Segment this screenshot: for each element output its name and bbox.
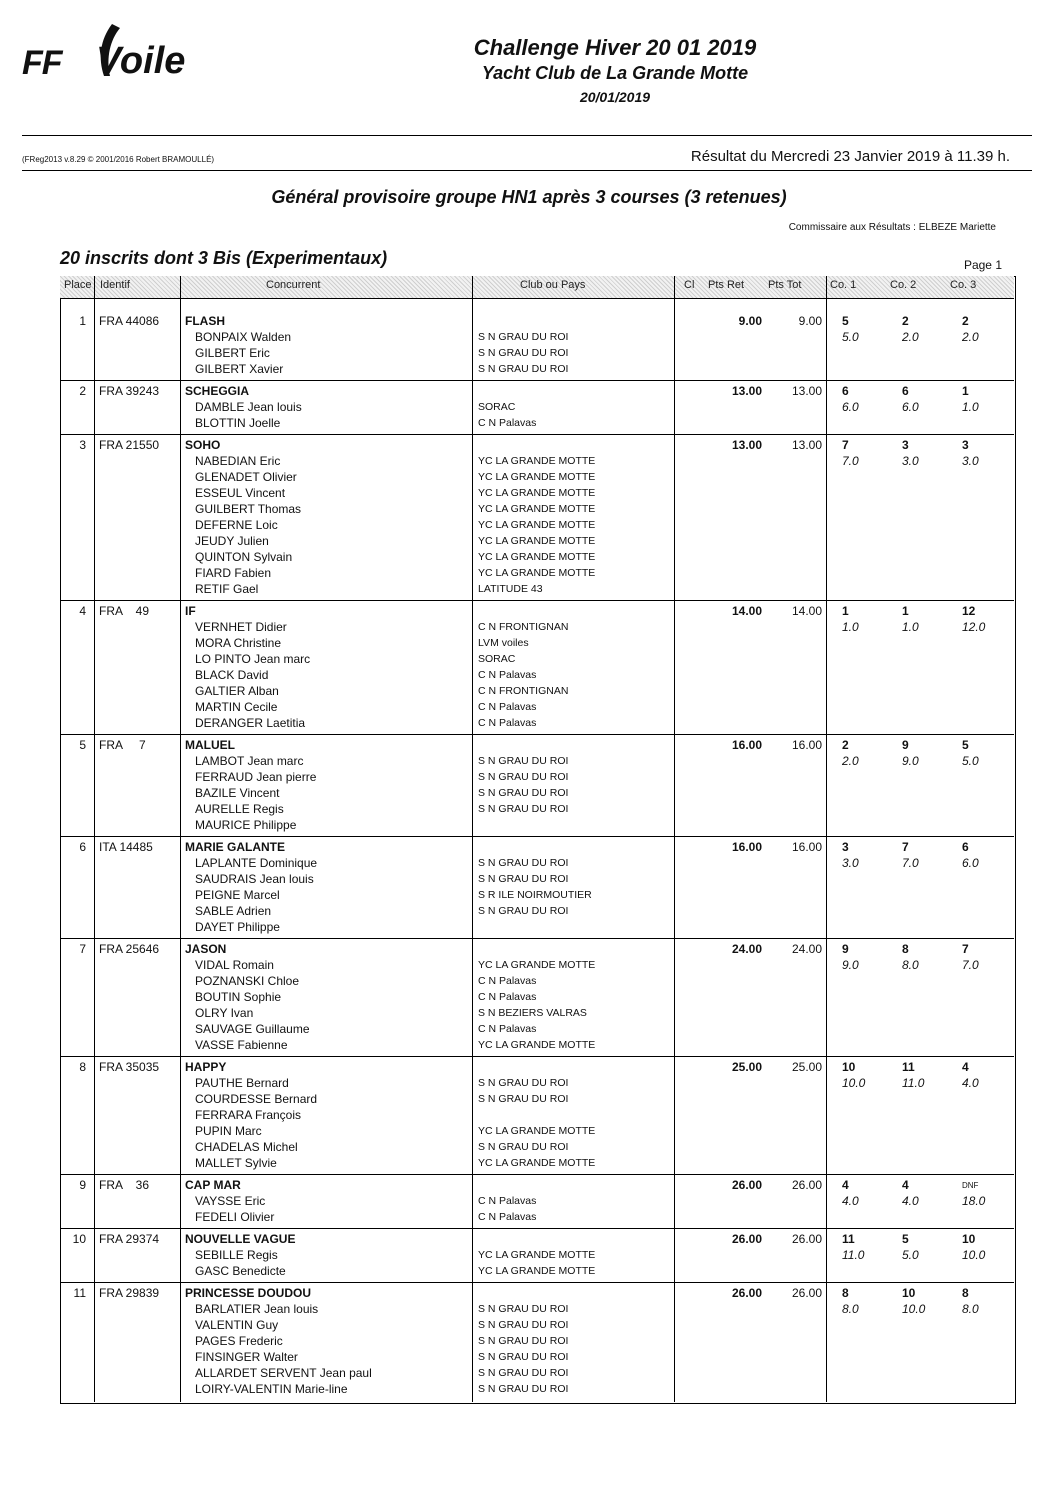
place: 5 <box>79 738 86 752</box>
crew-name: FIARD Fabien <box>195 566 272 580</box>
boat-name: MALUEL <box>185 738 235 752</box>
crew-name: FERRARA François <box>195 1108 302 1122</box>
race-points: 5.0 <box>902 1248 919 1262</box>
crew-club: S N GRAU DU ROI <box>478 1303 569 1315</box>
crew-name: BLOTTIN Joelle <box>195 416 281 430</box>
race-points: 10.0 <box>842 1076 866 1090</box>
entrants-summary: 20 inscrits dont 3 Bis (Experimentaux) <box>60 248 388 268</box>
race-points: 2.0 <box>842 754 859 768</box>
crew-name: GUILBERT Thomas <box>195 502 302 516</box>
race-points: 1.0 <box>962 400 979 414</box>
col-co3: Co. 3 <box>950 279 977 291</box>
crew-club: C N Palavas <box>478 669 537 681</box>
race-points: 3.0 <box>962 454 979 468</box>
race-points: 11.0 <box>842 1248 865 1262</box>
place: 6 <box>79 840 86 854</box>
result-timestamp: Résultat du Mercredi 23 Janvier 2019 à 11.39 h. <box>690 148 1010 165</box>
crew-name: DAYET Philippe <box>195 920 280 934</box>
boat-name: IF <box>185 604 196 618</box>
race-rank: 2 <box>842 738 849 752</box>
boat-name: JASON <box>185 942 227 956</box>
table-header <box>60 276 1014 299</box>
race-points: 8.0 <box>842 1302 859 1316</box>
boat-name: MARIE GALANTE <box>185 840 285 854</box>
race-rank: 1 <box>902 604 909 618</box>
boat-name: SOHO <box>185 438 221 452</box>
sail-number: FRA 25646 <box>99 942 160 956</box>
sail-number: FRA 29374 <box>99 1232 160 1246</box>
commissaire-line: Commissaire aux Résultats : ELBEZE Mariette <box>788 222 996 233</box>
crew-name: BAZILE Vincent <box>195 786 280 800</box>
crew-name: FINSINGER Walter <box>195 1350 298 1364</box>
row-separator <box>60 938 1014 939</box>
race-points: 12.0 <box>962 620 986 634</box>
crew-club: LATITUDE 43 <box>478 583 543 595</box>
crew-club: C N Palavas <box>478 701 537 713</box>
crew-name: NABEDIAN Eric <box>195 454 281 468</box>
crew-club: S N BEZIERS VALRAS <box>478 1007 587 1019</box>
boat-name: HAPPY <box>185 1060 227 1074</box>
crew-name: MALLET Sylvie <box>195 1156 277 1170</box>
sail-number: FRA 39243 <box>99 384 160 398</box>
race-points: 8.0 <box>902 958 919 972</box>
crew-club: S R ILE NOIRMOUTIER <box>478 889 592 901</box>
crew-name: SEBILLE Regis <box>195 1248 278 1262</box>
crew-club: S N GRAU DU ROI <box>478 1077 569 1089</box>
crew-club: C N Palavas <box>478 1211 537 1223</box>
crew-name: GILBERT Xavier <box>195 362 284 376</box>
race-points: 7.0 <box>842 454 859 468</box>
place: 4 <box>79 604 86 618</box>
race-points: 5.0 <box>962 754 979 768</box>
crew-club: LVM voiles <box>478 637 529 649</box>
crew-club: S N GRAU DU ROI <box>478 1367 569 1379</box>
crew-name: GASC Benedicte <box>195 1264 286 1278</box>
race-points: 7.0 <box>902 856 919 870</box>
row-separator <box>60 1282 1014 1283</box>
sail-number: FRA 49 <box>99 604 150 618</box>
boat-name: SCHEGGIA <box>185 384 250 398</box>
crew-name: ESSEUL Vincent <box>195 486 286 500</box>
points-total: 26.00 <box>791 1286 822 1300</box>
place: 8 <box>79 1060 86 1074</box>
race-rank: 4 <box>902 1178 909 1192</box>
race-points: 9.0 <box>902 754 919 768</box>
crew-name: BARLATIER Jean louis <box>195 1302 319 1316</box>
crew-club: YC LA GRANDE MOTTE <box>478 519 596 531</box>
race-rank: 4 <box>962 1060 969 1074</box>
points-retained: 13.00 <box>731 438 762 452</box>
crew-name: QUINTON Sylvain <box>195 550 293 564</box>
race-rank: 3 <box>842 840 849 854</box>
race-rank: 7 <box>842 438 849 452</box>
sail-number: FRA 35035 <box>99 1060 160 1074</box>
col-club: Club ou Pays <box>520 279 586 291</box>
sail-number: FRA 44086 <box>99 314 160 328</box>
race-points: 4.0 <box>842 1194 859 1208</box>
crew-name: VIDAL Romain <box>195 958 274 972</box>
crew-name: MAURICE Philippe <box>195 818 297 832</box>
row-separator <box>60 1174 1014 1175</box>
place: 7 <box>79 942 86 956</box>
race-rank: 7 <box>962 942 969 956</box>
crew-club: S N GRAU DU ROI <box>478 1351 569 1363</box>
crew-club: S N GRAU DU ROI <box>478 1093 569 1105</box>
race-rank: 9 <box>902 738 909 752</box>
row-separator <box>60 836 1014 837</box>
place: 9 <box>79 1178 86 1192</box>
points-retained: 13.00 <box>731 384 762 398</box>
crew-club: YC LA GRANDE MOTTE <box>478 1039 596 1051</box>
crew-club: SORAC <box>478 401 516 413</box>
crew-club: YC LA GRANDE MOTTE <box>478 471 596 483</box>
crew-club: C N FRONTIGNAN <box>478 685 569 697</box>
race-points: 6.0 <box>962 856 979 870</box>
points-retained: 26.00 <box>731 1286 762 1300</box>
race-rank: 6 <box>902 384 909 398</box>
crew-club: YC LA GRANDE MOTTE <box>478 1157 596 1169</box>
crew-club: YC LA GRANDE MOTTE <box>478 551 596 563</box>
col-place: Place <box>64 279 92 291</box>
row-separator <box>60 1056 1014 1057</box>
crew-name: GILBERT Eric <box>195 346 270 360</box>
crew-club: S N GRAU DU ROI <box>478 363 569 375</box>
group-title: Général provisoire groupe HN1 après 3 courses (3 retenues) <box>271 187 787 207</box>
crew-club: YC LA GRANDE MOTTE <box>478 535 596 547</box>
points-retained: 9.00 <box>738 314 762 328</box>
crew-club: S N GRAU DU ROI <box>478 787 569 799</box>
crew-club: YC LA GRANDE MOTTE <box>478 1125 596 1137</box>
crew-club: S N GRAU DU ROI <box>478 771 569 783</box>
race-rank: 10 <box>842 1060 856 1074</box>
race-rank: 12 <box>962 604 976 618</box>
crew-name: FERRAUD Jean pierre <box>195 770 317 784</box>
divider <box>22 135 1032 136</box>
race-rank: 3 <box>902 438 909 452</box>
boat-name: PRINCESSE DOUDOU <box>185 1286 312 1300</box>
col-pts-tot: Pts Tot <box>768 279 802 291</box>
race-rank: 2 <box>962 314 969 328</box>
race-points: 10.0 <box>962 1248 986 1262</box>
race-points: 1.0 <box>902 620 919 634</box>
place: 11 <box>73 1286 86 1300</box>
points-total: 16.00 <box>791 738 822 752</box>
race-points: 3.0 <box>842 856 859 870</box>
crew-club: S N GRAU DU ROI <box>478 755 569 767</box>
crew-name: DEFERNE Loic <box>195 518 278 532</box>
crew-club: S N GRAU DU ROI <box>478 1335 569 1347</box>
points-total: 13.00 <box>791 384 822 398</box>
crew-name: LO PINTO Jean marc <box>195 652 311 666</box>
race-points: 5.0 <box>842 330 859 344</box>
crew-club: S N GRAU DU ROI <box>478 331 569 343</box>
race-rank: 8 <box>962 1286 969 1300</box>
crew-club: YC LA GRANDE MOTTE <box>478 487 596 499</box>
crew-name: OLRY Ivan <box>195 1006 254 1020</box>
points-total: 25.00 <box>791 1060 822 1074</box>
points-total: 16.00 <box>791 840 822 854</box>
crew-club: S N GRAU DU ROI <box>478 905 569 917</box>
regatta-date: 20/01/2019 <box>579 89 651 105</box>
points-retained: 26.00 <box>731 1178 762 1192</box>
race-rank: 10 <box>962 1232 976 1246</box>
race-points: 8.0 <box>962 1302 979 1316</box>
sail-number: FRA 21550 <box>99 438 160 452</box>
crew-name: ALLARDET SERVENT Jean paul <box>195 1366 372 1380</box>
crew-name: VAYSSE Eric <box>195 1194 266 1208</box>
crew-club: SORAC <box>478 653 516 665</box>
crew-name: PEIGNE Marcel <box>195 888 280 902</box>
race-rank: DNF <box>962 1181 979 1190</box>
place: 2 <box>79 384 86 398</box>
crew-club: YC LA GRANDE MOTTE <box>478 503 596 515</box>
divider <box>22 170 1032 171</box>
sail-number: FRA 36 <box>99 1178 150 1192</box>
crew-club: YC LA GRANDE MOTTE <box>478 1249 596 1261</box>
crew-name: VALENTIN Guy <box>195 1318 279 1332</box>
col-pts-ret: Pts Ret <box>708 279 745 291</box>
col-co1: Co. 1 <box>830 279 857 291</box>
crew-name: VASSE Fabienne <box>195 1038 288 1052</box>
crew-club: S N GRAU DU ROI <box>478 1141 569 1153</box>
crew-club: S N GRAU DU ROI <box>478 857 569 869</box>
race-rank: 9 <box>842 942 849 956</box>
race-rank: 11 <box>842 1232 855 1246</box>
race-rank: 4 <box>842 1178 849 1192</box>
points-retained: 26.00 <box>731 1232 762 1246</box>
race-rank: 5 <box>902 1232 909 1246</box>
place: 1 <box>79 314 86 328</box>
crew-club: YC LA GRANDE MOTTE <box>478 455 596 467</box>
row-separator <box>60 600 1014 601</box>
race-points: 18.0 <box>962 1194 986 1208</box>
race-points: 6.0 <box>842 400 859 414</box>
race-rank: 11 <box>902 1060 915 1074</box>
points-retained: 14.00 <box>731 604 762 618</box>
points-total: 14.00 <box>791 604 822 618</box>
race-rank: 7 <box>902 840 909 854</box>
points-retained: 16.00 <box>731 840 762 854</box>
crew-name: BOUTIN Sophie <box>195 990 282 1004</box>
points-total: 26.00 <box>791 1178 822 1192</box>
points-total: 24.00 <box>791 942 822 956</box>
crew-name: LAPLANTE Dominique <box>195 856 318 870</box>
crew-club: C N Palavas <box>478 1195 537 1207</box>
race-points: 1.0 <box>842 620 859 634</box>
crew-club: YC LA GRANDE MOTTE <box>478 1265 596 1277</box>
points-total: 26.00 <box>791 1232 822 1246</box>
crew-name: PUPIN Marc <box>195 1124 262 1138</box>
race-rank: 10 <box>902 1286 916 1300</box>
points-retained: 24.00 <box>731 942 762 956</box>
race-points: 2.0 <box>902 330 919 344</box>
crew-name: RETIF Gael <box>195 582 259 596</box>
race-points: 3.0 <box>902 454 919 468</box>
crew-club: C N Palavas <box>478 1023 537 1035</box>
crew-name: BONPAIX Walden <box>195 330 292 344</box>
sail-number: ITA 14485 <box>99 840 153 854</box>
crew-name: DAMBLE Jean louis <box>195 400 302 414</box>
crew-name: PAUTHE Bernard <box>195 1076 289 1090</box>
race-rank: 5 <box>842 314 849 328</box>
regatta-title: Challenge Hiver 20 01 2019 <box>473 35 757 60</box>
col-co2: Co. 2 <box>890 279 917 291</box>
crew-name: JEUDY Julien <box>195 534 269 548</box>
crew-name: BLACK David <box>195 668 269 682</box>
club-name: Yacht Club de La Grande Motte <box>481 63 749 83</box>
points-total: 13.00 <box>791 438 822 452</box>
crew-name: LOIRY-VALENTIN Marie-line <box>195 1382 348 1396</box>
points-total: 9.00 <box>798 314 822 328</box>
crew-name: PAGES Frederic <box>195 1334 283 1348</box>
crew-club: S N GRAU DU ROI <box>478 347 569 359</box>
points-retained: 16.00 <box>731 738 762 752</box>
place: 10 <box>72 1232 86 1246</box>
crew-name: AURELLE Regis <box>195 802 284 816</box>
crew-club: YC LA GRANDE MOTTE <box>478 959 596 971</box>
crew-name: FEDELI Olivier <box>195 1210 275 1224</box>
page-number: Page 1 <box>963 258 1002 272</box>
crew-name: SAUDRAIS Jean louis <box>195 872 314 886</box>
crew-club: S N GRAU DU ROI <box>478 1383 569 1395</box>
race-points: 4.0 <box>902 1194 919 1208</box>
boat-name: NOUVELLE VAGUE <box>185 1232 296 1246</box>
crew-name: COURDESSE Bernard <box>195 1092 318 1106</box>
row-separator <box>60 434 1014 435</box>
sail-number: FRA 29839 <box>99 1286 160 1300</box>
row-separator <box>60 734 1014 735</box>
crew-club: C N Palavas <box>478 417 537 429</box>
sail-number: FRA 7 <box>99 738 146 752</box>
crew-club: S N GRAU DU ROI <box>478 873 569 885</box>
crew-name: VERNHET Didier <box>195 620 287 634</box>
boat-name: CAP MAR <box>185 1178 241 1192</box>
crew-club: C N Palavas <box>478 975 537 987</box>
crew-name: GLENADET Olivier <box>195 470 297 484</box>
race-points: 7.0 <box>962 958 979 972</box>
race-points: 9.0 <box>842 958 859 972</box>
boat-name: FLASH <box>185 314 225 328</box>
crew-club: YC LA GRANDE MOTTE <box>478 567 596 579</box>
crew-club: C N FRONTIGNAN <box>478 621 569 633</box>
race-rank: 8 <box>842 1286 849 1300</box>
race-points: 2.0 <box>962 330 979 344</box>
crew-name: SABLE Adrien <box>195 904 272 918</box>
race-points: 10.0 <box>902 1302 926 1316</box>
column-divider <box>826 276 827 1402</box>
software-credit: (FReg2013 v.8.29 © 2001/2016 Robert BRAMOULLÉ) <box>22 155 215 164</box>
place: 3 <box>79 438 86 452</box>
race-rank: 6 <box>962 840 969 854</box>
crew-name: POZNANSKI Chloe <box>195 974 300 988</box>
race-rank: 8 <box>902 942 909 956</box>
race-rank: 5 <box>962 738 969 752</box>
crew-name: MORA Christine <box>195 636 282 650</box>
logo-ff: FF <box>22 44 62 82</box>
row-separator <box>60 1228 1014 1229</box>
crew-name: SAUVAGE Guillaume <box>195 1022 310 1036</box>
crew-name: MARTIN Cecile <box>195 700 278 714</box>
race-points: 4.0 <box>962 1076 979 1090</box>
crew-name: LAMBOT Jean marc <box>195 754 304 768</box>
race-rank: 3 <box>962 438 969 452</box>
row-separator <box>60 380 1014 381</box>
crew-club: C N Palavas <box>478 717 537 729</box>
col-concurrent: Concurrent <box>266 279 321 291</box>
crew-name: DERANGER Laetitia <box>195 716 306 730</box>
logo-voile: Voile <box>96 40 186 82</box>
race-rank: 2 <box>902 314 909 328</box>
crew-name: CHADELAS Michel <box>195 1140 298 1154</box>
race-points: 6.0 <box>902 400 919 414</box>
race-rank: 6 <box>842 384 849 398</box>
crew-name: GALTIER Alban <box>195 684 279 698</box>
crew-club: C N Palavas <box>478 991 537 1003</box>
points-retained: 25.00 <box>731 1060 762 1074</box>
col-cl: Cl <box>684 279 695 291</box>
crew-club: S N GRAU DU ROI <box>478 1319 569 1331</box>
race-points: 11.0 <box>902 1076 925 1090</box>
col-identif: Identif <box>100 279 130 291</box>
race-rank: 1 <box>962 384 969 398</box>
crew-club: S N GRAU DU ROI <box>478 803 569 815</box>
race-rank: 1 <box>842 604 849 618</box>
